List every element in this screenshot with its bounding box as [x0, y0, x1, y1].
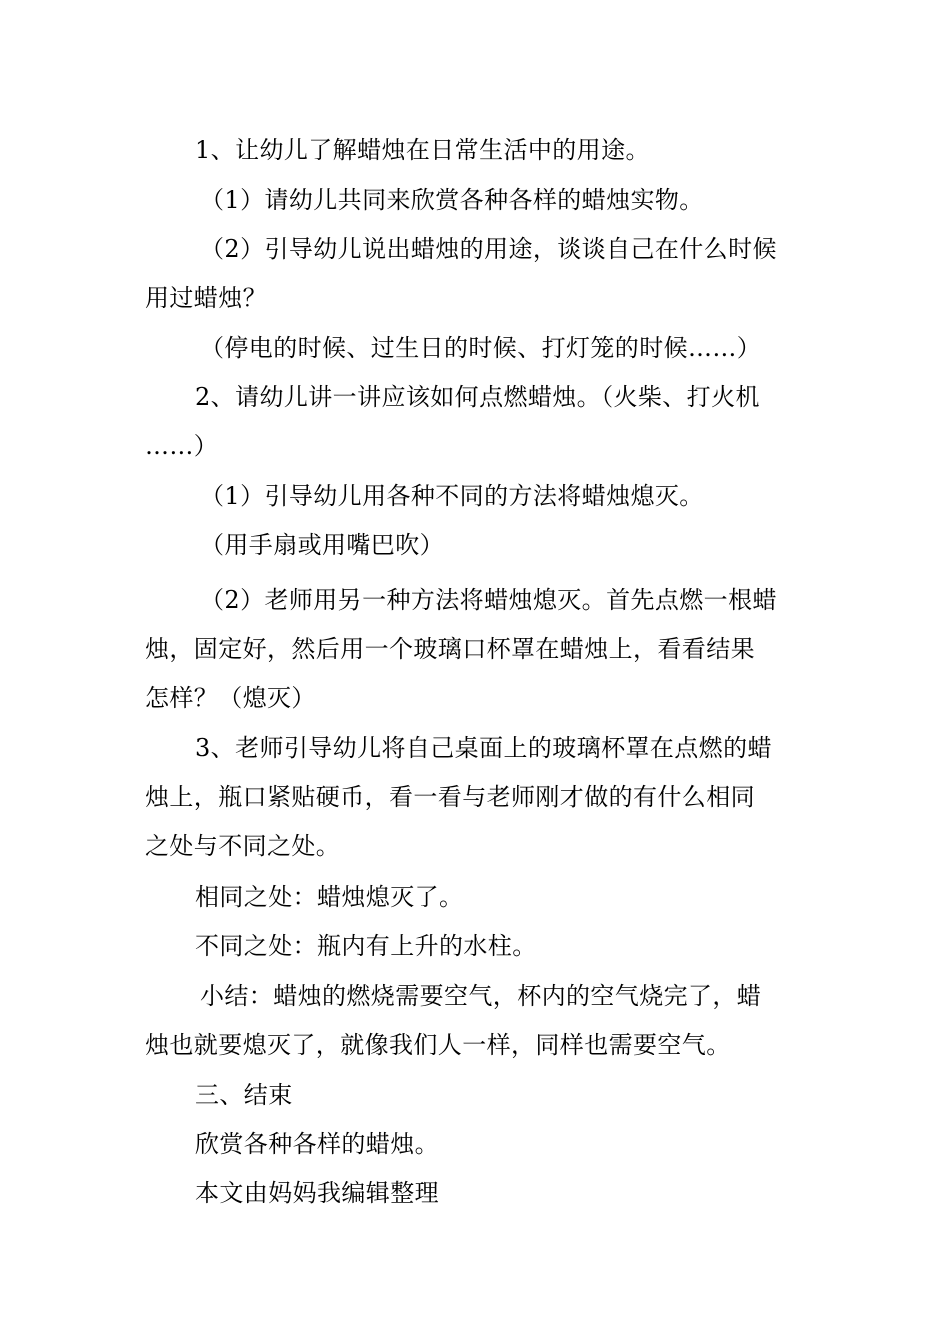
text-line-12: 怎样？（熄灭）	[145, 684, 316, 712]
text-line-4: 用过蜡烛？	[145, 284, 267, 312]
text-line-21: 欣赏各种各样的蜡烛。	[195, 1130, 439, 1158]
text-line-18: 小结：蜡烛的燃烧需要空气，杯内的空气烧完了，蜡	[200, 982, 762, 1010]
text-line-3: （2）引导幼儿说出蜡烛的用途，谈谈自己在什么时候	[200, 235, 777, 263]
text-line-16: 相同之处：蜡烛熄灭了。	[195, 883, 464, 911]
text-line-11: 烛，固定好，然后用一个玻璃口杯罩在蜡烛上，看看结果	[145, 635, 755, 663]
text-line-2: （1）请幼儿共同来欣赏各种各样的蜡烛实物。	[200, 186, 704, 214]
text-line-14: 烛上，瓶口紧贴硬币，看一看与老师刚才做的有什么相同	[145, 783, 755, 811]
text-line-8: （1）引导幼儿用各种不同的方法将蜡烛熄灭。	[200, 482, 704, 510]
text-line-22: 本文由妈妈我编辑整理	[195, 1179, 439, 1207]
text-line-6: 2、请幼儿讲一讲应该如何点燃蜡烛。（火柴、打火机	[195, 383, 760, 411]
text-line-10: （2）老师用另一种方法将蜡烛熄灭。首先点燃一根蜡	[200, 586, 777, 614]
text-line-15: 之处与不同之处。	[145, 832, 341, 860]
text-line-9: （用手扇或用嘴巴吹）	[200, 531, 444, 559]
text-line-1: 1、让幼儿了解蜡烛在日常生活中的用途。	[195, 136, 650, 164]
text-line-13: 3、老师引导幼儿将自己桌面上的玻璃杯罩在点燃的蜡	[195, 734, 772, 762]
text-line-19: 烛也就要熄灭了，就像我们人一样，同样也需要空气。	[145, 1031, 731, 1059]
text-line-7: ……）	[145, 432, 219, 460]
text-line-20: 三、结束	[195, 1081, 293, 1109]
text-line-5: （停电的时候、过生日的时候、打灯笼的时候……）	[200, 334, 762, 362]
text-line-17: 不同之处：瓶内有上升的水柱。	[195, 932, 537, 960]
